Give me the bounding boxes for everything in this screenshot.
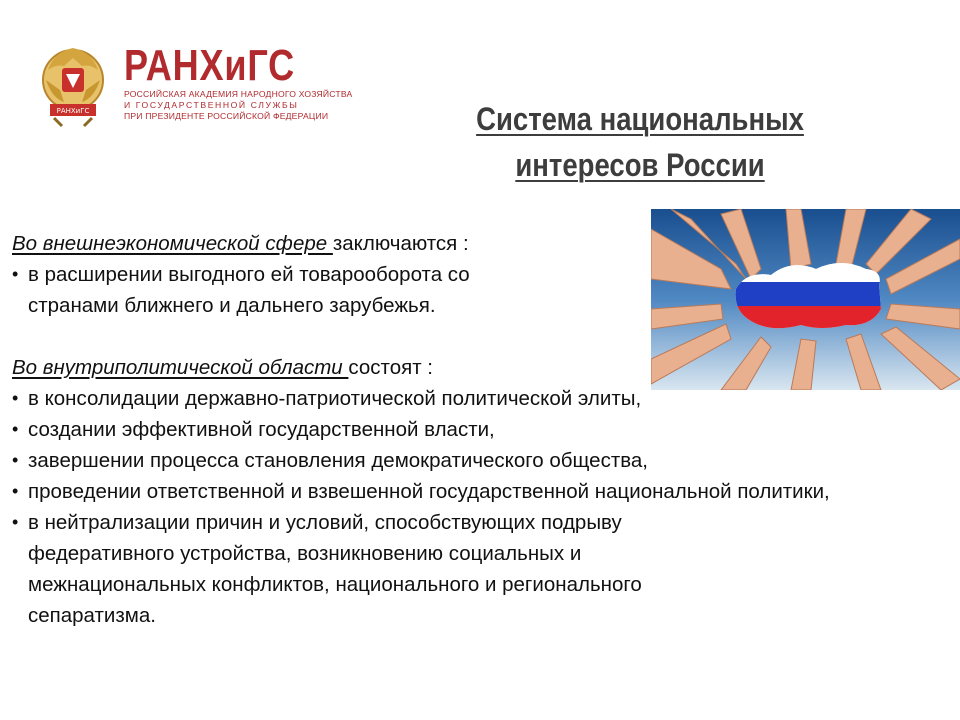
svg-text:РАНХиГС: РАНХиГС: [56, 107, 90, 115]
slide-title-line-2: интересов России: [515, 147, 765, 183]
brand-name: РАНХиГС: [124, 41, 296, 90]
brand-subtitle-line-1: РОССИЙСКАЯ АКАДЕМИЯ НАРОДНОГО ХОЗЯЙСТВА: [124, 89, 353, 99]
slide-title: [451, 96, 829, 188]
ranepa-logo: [40, 40, 353, 130]
section-heading-foreign-economic: [12, 228, 932, 259]
double-headed-eagle-emblem-icon: [40, 40, 106, 128]
brand-subtitle-line-3: ПРИ ПРЕЗИДЕНТЕ РОССИЙСКОЙ ФЕДЕРАЦИИ: [124, 111, 329, 121]
slide-title-line-1: Система национальных: [476, 101, 804, 137]
slide-body: [12, 228, 932, 631]
bullet-item: • завершении процесса становления демократического общества,: [12, 445, 932, 476]
section-heading-rest: заключаются :: [332, 232, 469, 255]
bullet-item: • в нейтрализации причин и условий, способствующих подрыву федеративного устройства, возникновению социальных и межнациональных конфликтов, национального и регионального сепаратизма.: [12, 507, 728, 631]
brand-block: [124, 41, 353, 121]
section-heading-rest: состоят :: [348, 356, 433, 379]
section-heading-emphasis: Во внутриполитической области: [12, 356, 349, 379]
bullet-item: • в расширении выгодного ей товарооборота со странами ближнего и дальнего зарубежья.: [12, 259, 548, 321]
bullet-item: • создании эффективной государственной власти,: [12, 414, 932, 445]
section-heading-domestic-political: [12, 352, 932, 383]
section-heading-emphasis: Во внешнеэкономической сфере: [12, 232, 333, 255]
bullet-item: • в консолидации державно-патриотической политической элиты,: [12, 383, 932, 414]
bullet-item: • проведении ответственной и взвешенной государственной национальной политики,: [12, 476, 888, 507]
brand-subtitle-line-2: И ГОСУДАРСТВЕННОЙ СЛУЖБЫ: [124, 100, 299, 110]
